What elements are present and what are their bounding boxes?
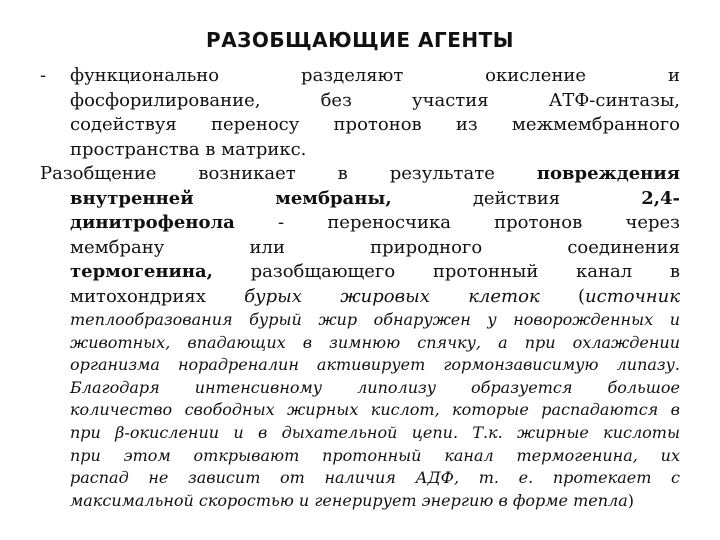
- para2-line-3: [40, 211, 680, 236]
- ital-line-4: Благодаря интенсивному липолизу образуется большое: [70, 377, 680, 397]
- para2-l6-ital2: источник: [585, 285, 681, 307]
- ital-line-5: количество свободных жирных кислот, которые распадаются в: [70, 400, 680, 420]
- para2-l1-bold: повреждения: [536, 163, 680, 184]
- para2-l2-bold2: 2,4-: [641, 187, 680, 209]
- item1-line-1: [40, 64, 680, 89]
- para2-line-2: [40, 187, 680, 212]
- ital-line-7: при этом открывают протонный канал термогенина, их: [70, 445, 680, 465]
- para2-l3-plain: - переносчика протонов через: [234, 212, 680, 233]
- ital-line-2: животных, впадающих в зимнюю спячку, а при охлаждении: [70, 332, 680, 352]
- ital-line-1: теплообразования бурый жир обнаружен у новорожденных и: [70, 310, 680, 329]
- item1-line-2: фосфорилирование, без участия АТФ-синтазы,: [70, 89, 680, 111]
- ital-line-8: распад не зависит от наличия АДФ, т. е. протекает с: [70, 468, 680, 488]
- para2-l6-ital: бурых жировых клеток: [244, 285, 540, 307]
- item1-text-1: функционально разделяют окисление и: [70, 65, 680, 86]
- para2-l3-bold: динитрофенола: [70, 212, 235, 233]
- item1-line-4: пространства в матрикс.: [70, 138, 307, 160]
- para2-line-1: [40, 162, 680, 187]
- slide-body: [40, 64, 680, 512]
- bullet-dash: -: [40, 65, 47, 86]
- ital-line-3: организма норадреналин активирует гормонзависимую липазу.: [70, 355, 680, 375]
- para2-line-6: [40, 285, 680, 310]
- item1-line-3: содействуя переносу протонов из межмембранного: [70, 114, 680, 135]
- ital-last-close: ): [627, 490, 634, 510]
- para2-l5-plain: разобщающего протонный канал в: [212, 261, 680, 282]
- para2-l2-bold: внутренней мембраны,: [70, 187, 392, 209]
- para2-l2-plain: действия: [391, 187, 642, 209]
- ital-line-6: при β-окислении и в дыхательной цепи. Т.к. жирные кислоты: [70, 422, 680, 442]
- ital-last-text: максимальной скоростью и генерирует энергию в форме тепла: [70, 490, 628, 510]
- ital-line-9: [40, 490, 680, 513]
- para2-l5-bold: термогенина,: [70, 261, 213, 282]
- para2-l6-paren: (: [539, 285, 586, 307]
- para2-l6-plain: митохондриях: [70, 285, 245, 307]
- para2-line-4: мембрану или природного соединения: [70, 236, 680, 258]
- para2-line-5: [40, 260, 680, 285]
- para2-l1-plain: Разобщение возникает в результате: [40, 163, 537, 184]
- slide-title: РАЗОБЩАЮЩИЕ АГЕНТЫ: [206, 28, 514, 52]
